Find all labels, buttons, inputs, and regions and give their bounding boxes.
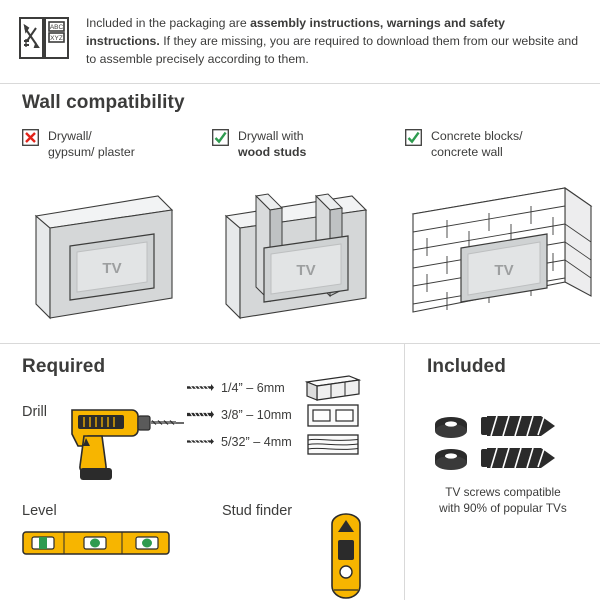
wood-drill-bit-icon — [185, 436, 215, 447]
level-label: Level — [22, 503, 57, 519]
included-caption-line2: with 90% of popular TVs — [439, 501, 567, 515]
wall-option-concrete — [405, 128, 591, 279]
svg-text:ABC: ABC — [49, 24, 64, 31]
manual-book-icon — [18, 14, 72, 66]
wall-anchor-icon — [481, 416, 555, 436]
material-icon-list — [305, 374, 361, 457]
drill-bit-list — [185, 374, 310, 455]
required-section — [0, 346, 404, 600]
wall-option-drywall-label-line1: Drywall/ — [48, 129, 92, 143]
washer-icon — [435, 449, 467, 470]
divider-middle — [0, 343, 600, 344]
svg-text:XYZ: XYZ — [50, 35, 63, 42]
wall-option-concrete-label-line2: concrete wall — [431, 145, 503, 159]
wall-compatibility-title: Wall compatibility — [22, 92, 185, 113]
wall-option-concrete-label-line1: Concrete blocks/ — [431, 129, 523, 143]
spirit-level-icon — [22, 528, 170, 558]
required-title: Required — [22, 356, 106, 377]
drill-bit-row — [185, 428, 310, 455]
wall-option-drywall-studs-label-line2: wood studs — [238, 145, 307, 159]
drill-bit-row — [185, 374, 310, 401]
wall-option-drywall-studs — [212, 128, 398, 279]
included-caption-line1: TV screws compatible — [445, 485, 561, 499]
wall-option-drywall-label — [48, 128, 135, 160]
packaging-notice — [0, 0, 600, 82]
masonry-drill-bit-icon — [185, 382, 215, 393]
green-check-icon — [212, 129, 229, 146]
notice-text-post: If they are missing, you are required to download them from our website and to assemble precisely according to them. — [86, 34, 579, 66]
green-check-icon — [405, 129, 422, 146]
wall-option-drywall-label-line2: gypsum/ plaster — [48, 145, 135, 159]
included-section — [405, 346, 600, 600]
notice-text-bold: assembly instructions, warnings and safety instructions. — [86, 16, 505, 48]
masonry-drill-bit-icon — [185, 409, 215, 420]
notice-text-pre: Included in the packaging are — [86, 16, 251, 30]
wall-option-drywall — [22, 128, 208, 277]
included-title: Included — [427, 356, 506, 377]
wall-option-drywall-studs-label-line1: Drywall with — [238, 129, 304, 143]
wall-option-drywall-studs-header — [212, 128, 398, 160]
concrete-block-icon — [305, 374, 361, 401]
washer-icon — [435, 417, 467, 438]
drill-bit-size: 1/4” – 6mm — [221, 380, 285, 395]
drill-label: Drill — [22, 404, 47, 420]
drill-bit-row — [185, 401, 310, 428]
tv-on-drywall-studs-illustration — [212, 170, 398, 335]
wall-option-drywall-header — [22, 128, 208, 160]
included-caption — [415, 484, 591, 516]
tv-on-drywall-illustration — [22, 170, 202, 335]
wall-anchor-icon — [481, 448, 555, 468]
drill-bit-size: 3/8” – 10mm — [221, 407, 292, 422]
packaging-notice-text — [86, 12, 582, 68]
stud-finder-label: Stud finder — [222, 503, 293, 519]
hollow-brick-icon — [305, 401, 361, 431]
wall-compatibility-section — [0, 84, 600, 342]
wall-option-drywall-studs-label — [238, 128, 306, 160]
red-x-icon — [22, 129, 39, 146]
included-parts-illustration — [425, 408, 581, 478]
tv-on-concrete-illustration — [405, 170, 600, 340]
wall-option-concrete-header — [405, 128, 591, 160]
wall-option-concrete-label — [431, 128, 523, 160]
wood-plank-icon — [305, 431, 361, 457]
tv-label: TV — [102, 260, 122, 277]
tv-label: TV — [494, 262, 514, 279]
power-drill-icon — [60, 390, 185, 485]
stud-finder-icon — [320, 514, 372, 600]
tv-label: TV — [296, 262, 316, 279]
drill-bit-size: 5/32” – 4mm — [221, 434, 292, 449]
